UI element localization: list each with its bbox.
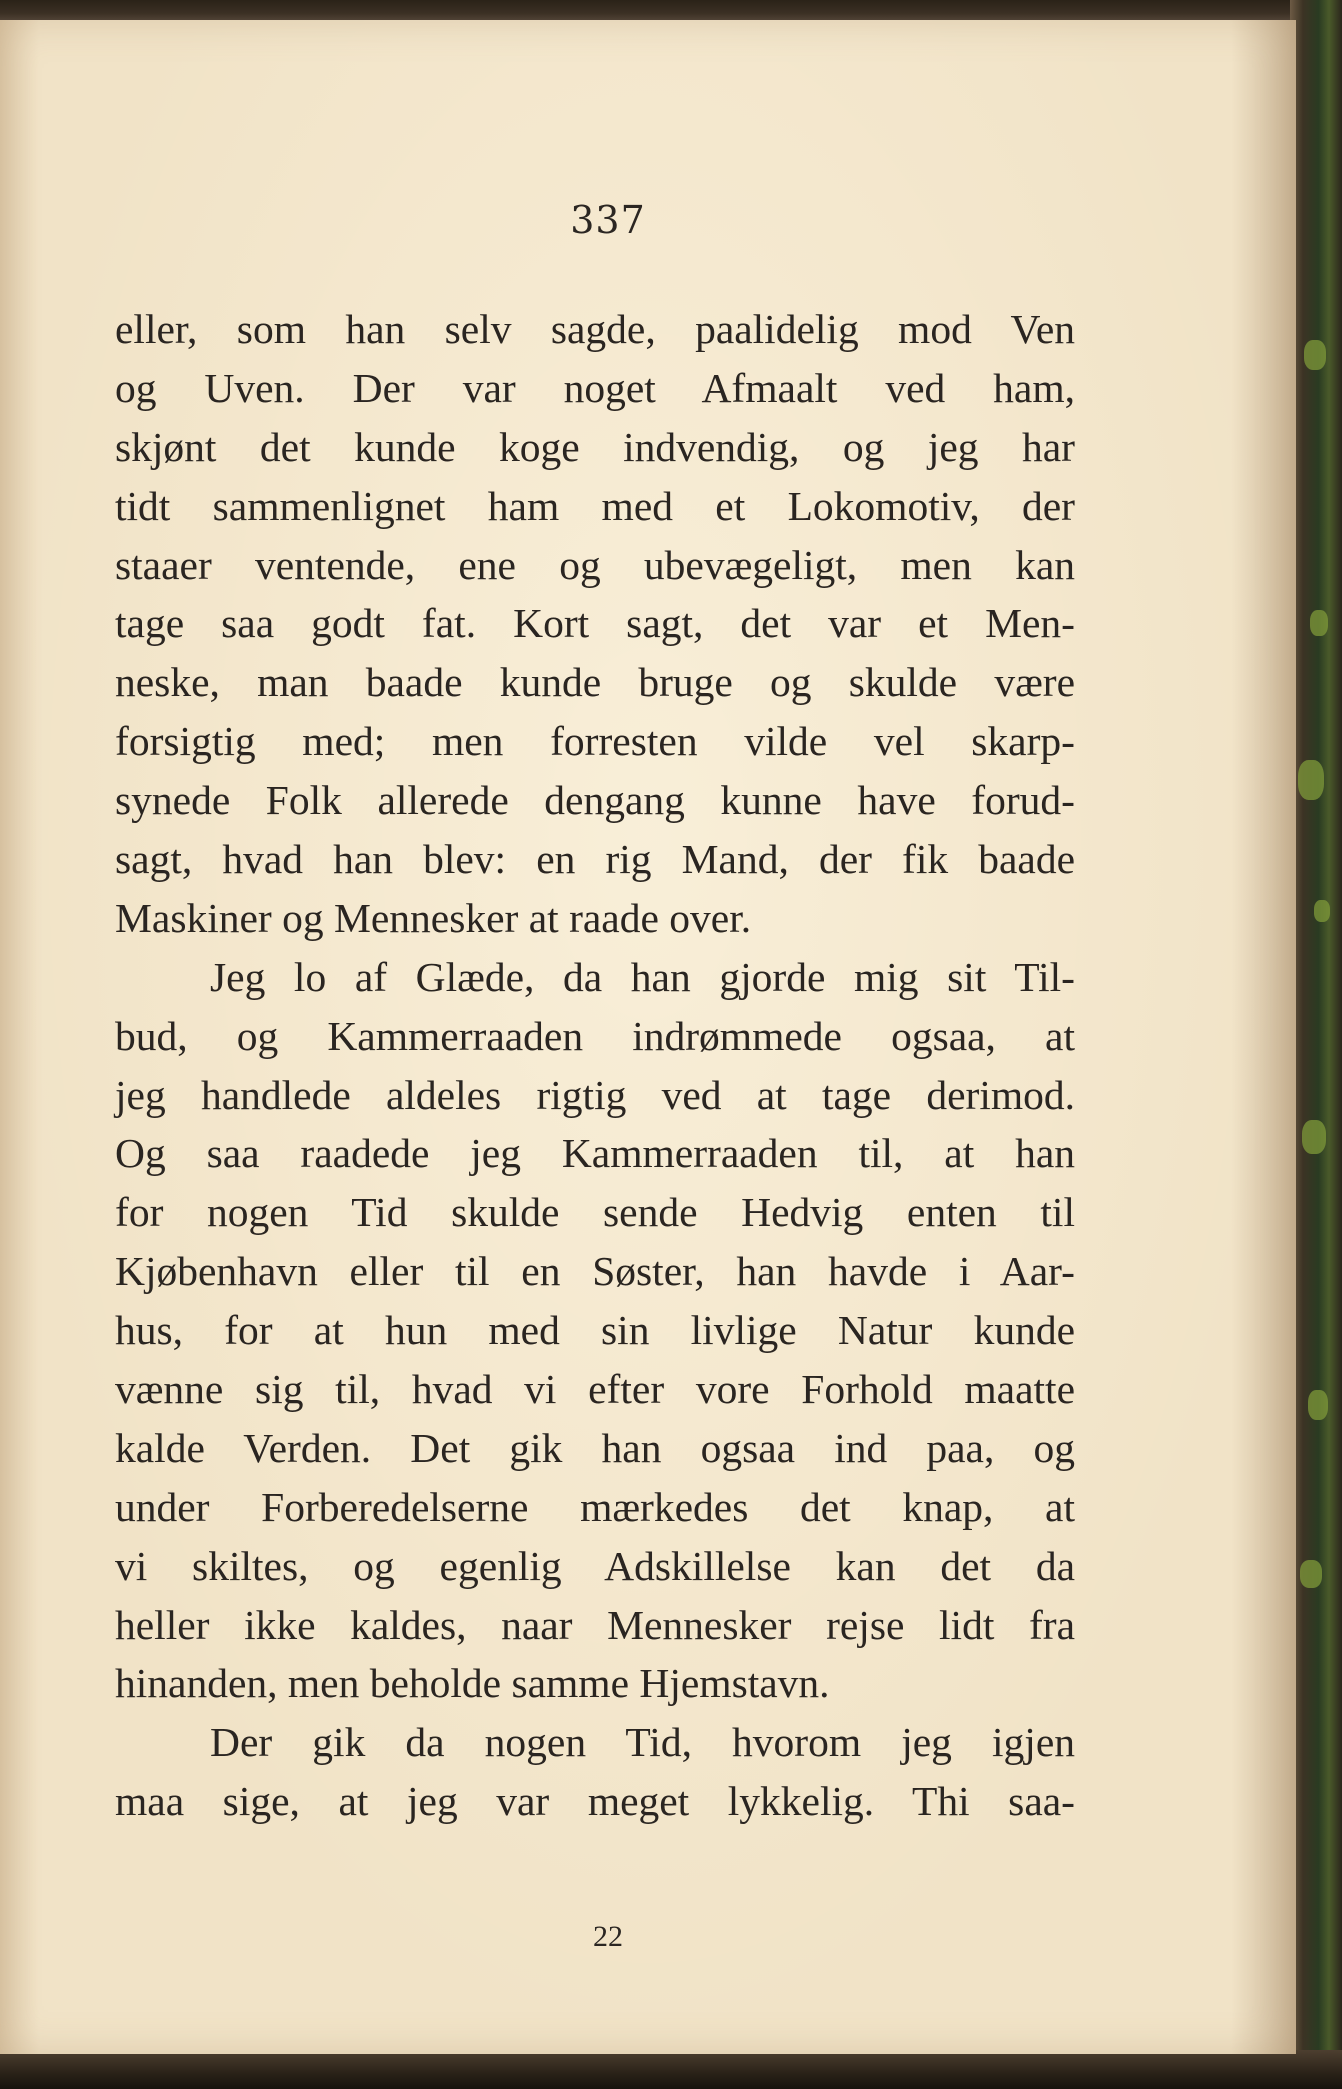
- text-line: tidt sammenlignet ham med et Lokomotiv, der: [115, 482, 1075, 529]
- text-line: forsigtig med; men forresten vilde vel skarp-: [115, 718, 1075, 765]
- text-line: eller, som han selv sagde, paalidelig mod Ven: [115, 306, 1075, 352]
- text-line: neske, man baade kunde bruge og skulde være: [115, 659, 1075, 706]
- text-line: vi skiltes, og egenlig Adskillelse kan det da: [115, 1542, 1075, 1589]
- text-line: hinanden, men beholde samme Hjemstavn.: [115, 1660, 830, 1707]
- text-line: hus, for at hun med sin livlige Natur kunde: [115, 1307, 1075, 1354]
- text-line: Jeg lo af Glæde, da han gjorde mig sit Til-: [210, 953, 1075, 1000]
- text-line: Og saa raadede jeg Kammerraaden til, at han: [115, 1130, 1075, 1177]
- text-line: Maskiner og Mennesker at raade over.: [115, 894, 752, 941]
- text-line: tage saa godt fat. Kort sagt, det var et Men-: [115, 600, 1075, 647]
- page-number: 337: [570, 198, 646, 242]
- text-line: jeg handlede aldeles rigtig ved at tage derimod.: [115, 1071, 1075, 1118]
- text-line: vænne sig til, hvad vi efter vore Forhold maatte: [115, 1366, 1075, 1413]
- signature-mark: 22: [593, 1920, 623, 1953]
- text-line: heller ikke kaldes, naar Mennesker rejse lidt fra: [115, 1601, 1075, 1648]
- text-line: staaer ventende, ene og ubevægeligt, men kan: [115, 541, 1075, 588]
- text-line: skjønt det kunde koge indvendig, og jeg har: [115, 423, 1075, 470]
- text-line: maa sige, at jeg var meget lykkelig. Thi saa-: [115, 1778, 1075, 1825]
- text-line: synede Folk allerede dengang kunne have forud-: [115, 777, 1075, 824]
- text-line: Der gik da nogen Tid, hvorom jeg igjen: [210, 1719, 1075, 1766]
- text-line: bud, og Kammerraaden indrømmede ogsaa, at: [115, 1012, 1075, 1059]
- text-line: kalde Verden. Det gik han ogsaa ind paa, og: [115, 1424, 1075, 1471]
- book-page: [0, 20, 1296, 2054]
- text-line: sagt, hvad han blev: en rig Mand, der fik baade: [115, 836, 1075, 883]
- text-line: for nogen Tid skulde sende Hedvig enten til: [115, 1189, 1075, 1236]
- book-cover-edge: [1290, 0, 1342, 2089]
- top-edge-shadow: [0, 0, 1342, 22]
- text-line: Kjøbenhavn eller til en Søster, han havde i Aar-: [115, 1248, 1075, 1295]
- bottom-edge-shadow: [0, 2050, 1342, 2089]
- text-line: under Forberedelserne mærkedes det knap, at: [115, 1483, 1075, 1530]
- text-line: og Uven. Der var noget Afmaalt ved ham,: [115, 364, 1075, 411]
- page-body-text: [115, 300, 1075, 1831]
